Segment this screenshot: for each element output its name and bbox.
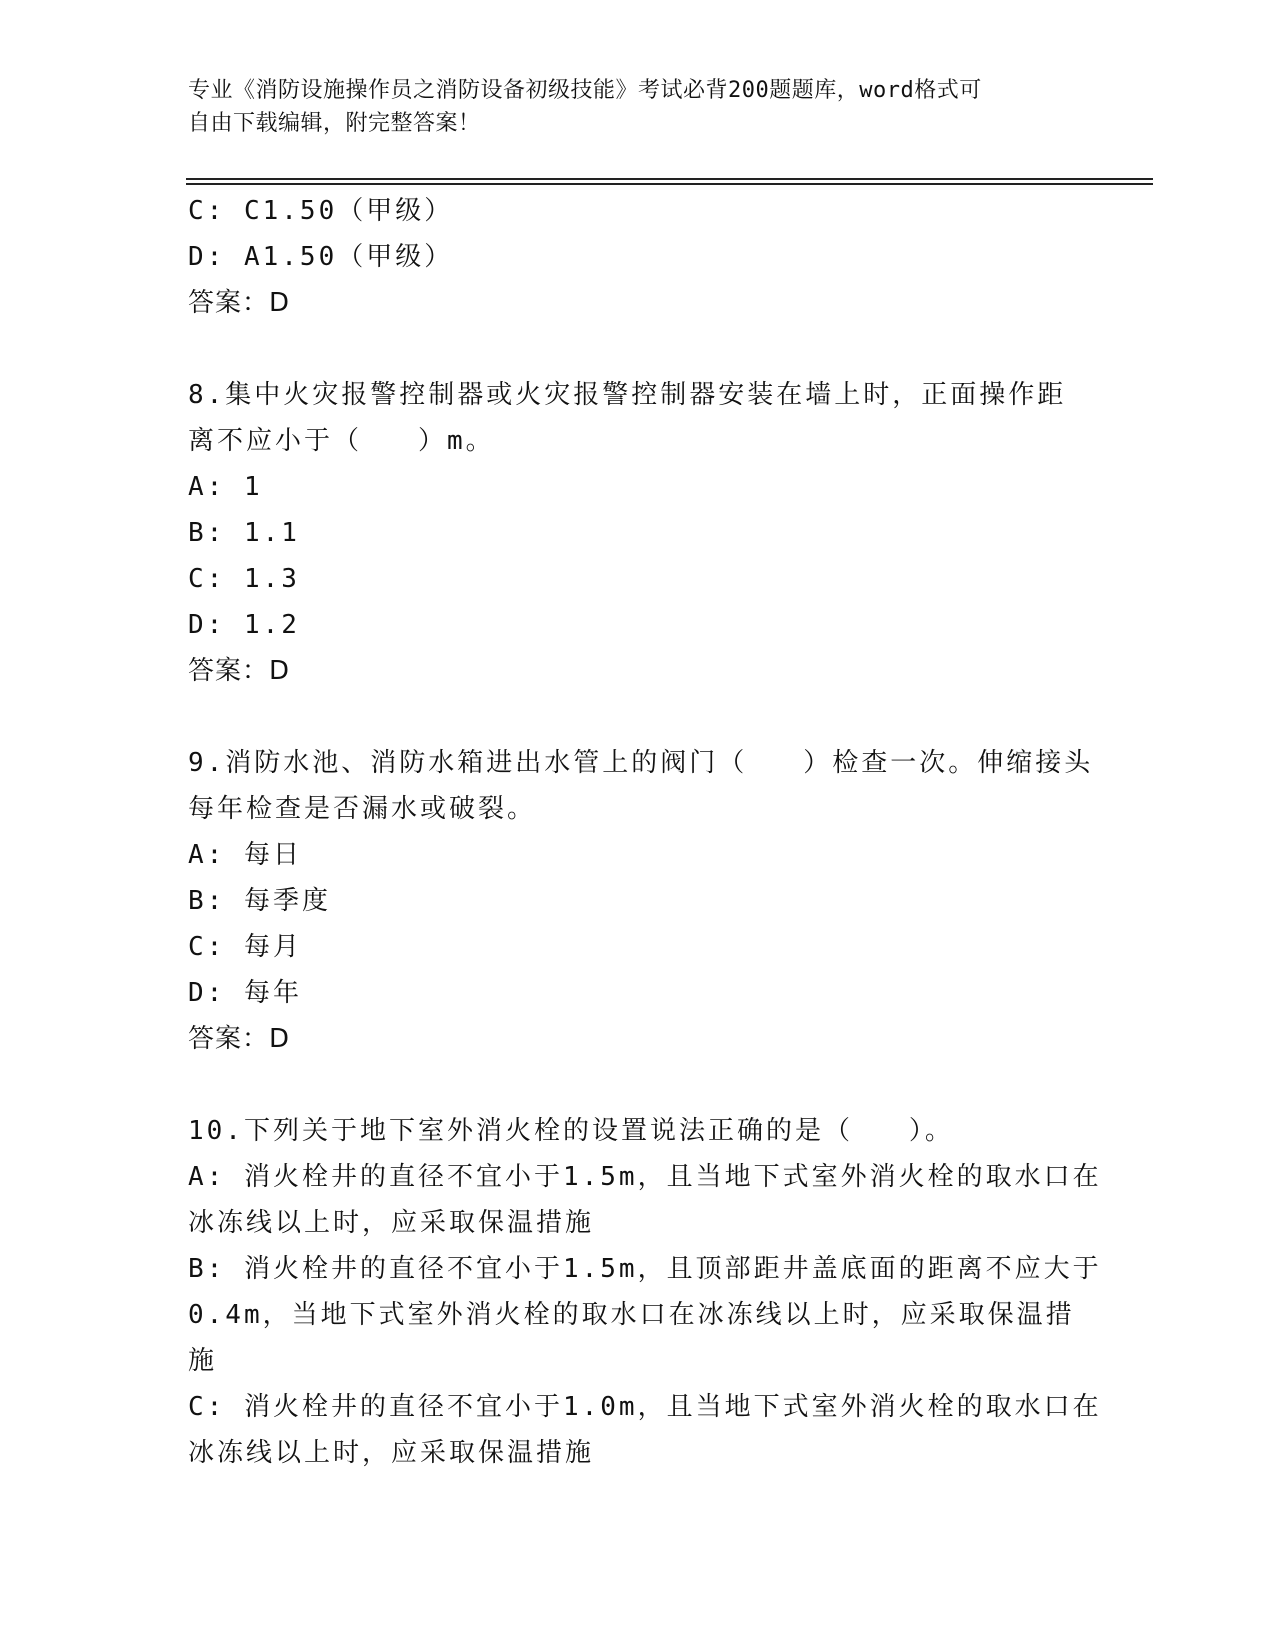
option-b-line-3: 施: [188, 1346, 218, 1376]
question-stem-line-1: 8.集中火灾报警控制器或火灾报警控制器安装在墙上时，正面操作距: [188, 380, 1067, 410]
option-c-line-2: 冰冻线以上时，应采取保温措施: [188, 1438, 595, 1468]
spacer: [188, 1062, 1088, 1108]
question-stem-line-1: 9.消防水池、消防水箱进出水管上的阀门（ ）检查一次。伸缩接头: [188, 748, 1094, 778]
header-line-1: 专业《消防设施操作员之消防设备初级技能》考试必背200题题库，word格式可: [188, 78, 982, 103]
header-divider-top: [186, 178, 1153, 180]
answer-line: 答案：D: [188, 1024, 291, 1054]
option-a-line-2: 冰冻线以上时，应采取保温措施: [188, 1208, 595, 1238]
spacer: [188, 326, 1088, 372]
option-b-line-2: 0.4m，当地下式室外消火栓的取水口在冰冻线以上时，应采取保温措: [188, 1300, 1075, 1330]
question-stem-line-2: 每年检查是否漏水或破裂。: [188, 794, 537, 824]
question-8: [188, 372, 1088, 694]
answer-line: 答案：D: [188, 656, 291, 686]
question-stem: 10.下列关于地下室外消火栓的设置说法正确的是（ ）。: [188, 1116, 954, 1146]
option-c-line-1: C: 消火栓井的直径不宜小于1.0m，且当地下式室外消火栓的取水口在: [188, 1392, 1102, 1422]
option-a-line-1: A: 消火栓井的直径不宜小于1.5m，且当地下式室外消火栓的取水口在: [188, 1162, 1102, 1192]
option-c: C: 1.3: [188, 564, 300, 594]
question-10: [188, 1108, 1102, 1476]
question-prev: [188, 188, 1088, 326]
option-b-line-1: B: 消火栓井的直径不宜小于1.5m，且顶部距井盖底面的距离不应大于: [188, 1254, 1102, 1284]
option-d: D: A1.50（甲级）: [188, 242, 454, 272]
document-header: [188, 74, 1068, 140]
option-b: B: 1.1: [188, 518, 300, 548]
option-a: A: 每日: [188, 840, 302, 870]
question-list: [188, 188, 1102, 1476]
question-stem-line-2: 离不应小于（ ）m。: [188, 426, 495, 456]
question-9: [188, 740, 1094, 1062]
option-d: D: 1.2: [188, 610, 300, 640]
answer-line: 答案：D: [188, 288, 291, 318]
option-c: C: 每月: [188, 932, 302, 962]
spacer: [188, 694, 1088, 740]
option-b: B: 每季度: [188, 886, 331, 916]
header-line-2: 自由下载编辑，附完整答案！: [188, 111, 481, 136]
option-c: C: C1.50（甲级）: [188, 196, 454, 226]
option-d: D: 每年: [188, 978, 302, 1008]
option-a: A: 1: [188, 472, 263, 502]
header-divider-bottom: [186, 183, 1153, 185]
